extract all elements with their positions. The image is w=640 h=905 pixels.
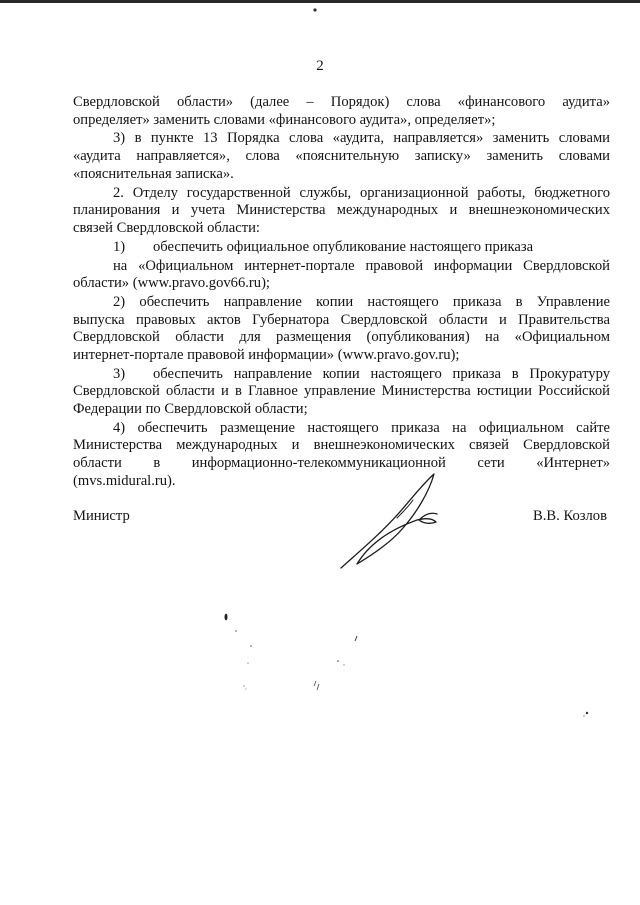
list-item-text: обеспечить направление копии настоящего приказа в Прокуратуру (153, 365, 610, 382)
text-line (73, 239, 610, 257)
text-line: 2. Отделу государственной службы, организационной работы, бюджетного (113, 184, 610, 201)
paragraph (73, 130, 610, 183)
paragraph (73, 94, 610, 129)
text-line: 4) обеспечить размещение настоящего приказа на официальном сайте (113, 419, 610, 436)
list-item-number: 1) (113, 238, 126, 255)
signer-position: Министр (73, 508, 130, 524)
paragraph (73, 185, 610, 238)
text-line: планирования и учета Министерства международных и внешнеэкономических (73, 202, 610, 219)
paragraph (73, 366, 610, 419)
text-line: выпуска правовых актов Губернатора Свердловской области и Правительства (73, 311, 610, 328)
text-line: области» (www.pravo.gov66.ru); (73, 275, 270, 292)
text-line: Свердловской области и в Главное управление Министерства юстиции Российской (73, 383, 610, 400)
text-line: интернет-портале правовой информации» (www.pravo.gov.ru); (73, 346, 460, 363)
text-line: на «Официальном интернет-портале правовой информации Свердловской (113, 257, 610, 274)
text-line: (mvs.midural.ru). (73, 472, 176, 489)
document-body (73, 94, 610, 491)
scan-top-edge (0, 0, 640, 3)
text-line: Свердловской области для размещения (опубликования) на «Официальном (73, 329, 610, 346)
text-line: области в информационно-телекоммуникационной сети «Интернет» (73, 454, 610, 471)
text-line: 3) в пункте 13 Порядка слова «аудита, направляется» заменить словами (113, 130, 610, 147)
list-item-text: обеспечить официальное опубликование настоящего приказа (153, 238, 534, 255)
text-line: «пояснительная записка». (73, 165, 234, 182)
page-number: 2 (316, 58, 324, 74)
paragraph (73, 239, 610, 257)
text-line: Федерации по Свердловской области; (73, 400, 308, 417)
signer-name: В.В. Козлов (533, 508, 607, 524)
text-line: связей Свердловской области: (73, 219, 260, 236)
text-line: Министерства международных и внешнеэкономических связей Свердловской (73, 437, 610, 454)
paragraph (73, 258, 610, 293)
text-line: «аудита направляется», слова «пояснительную записку» заменить словами (73, 148, 610, 165)
list-item-number: 3) (113, 365, 126, 382)
text-line (73, 366, 610, 384)
signature-block (73, 508, 607, 530)
text-line: 2) обеспечить направление копии настоящего приказа в Управление (113, 294, 610, 311)
text-line: Свердловской области» (далее – Порядок) слова «финансового аудита» (73, 94, 610, 110)
paragraph (73, 294, 610, 364)
text-line: определяет» заменить словами «финансового аудита», определяет»; (73, 111, 496, 128)
